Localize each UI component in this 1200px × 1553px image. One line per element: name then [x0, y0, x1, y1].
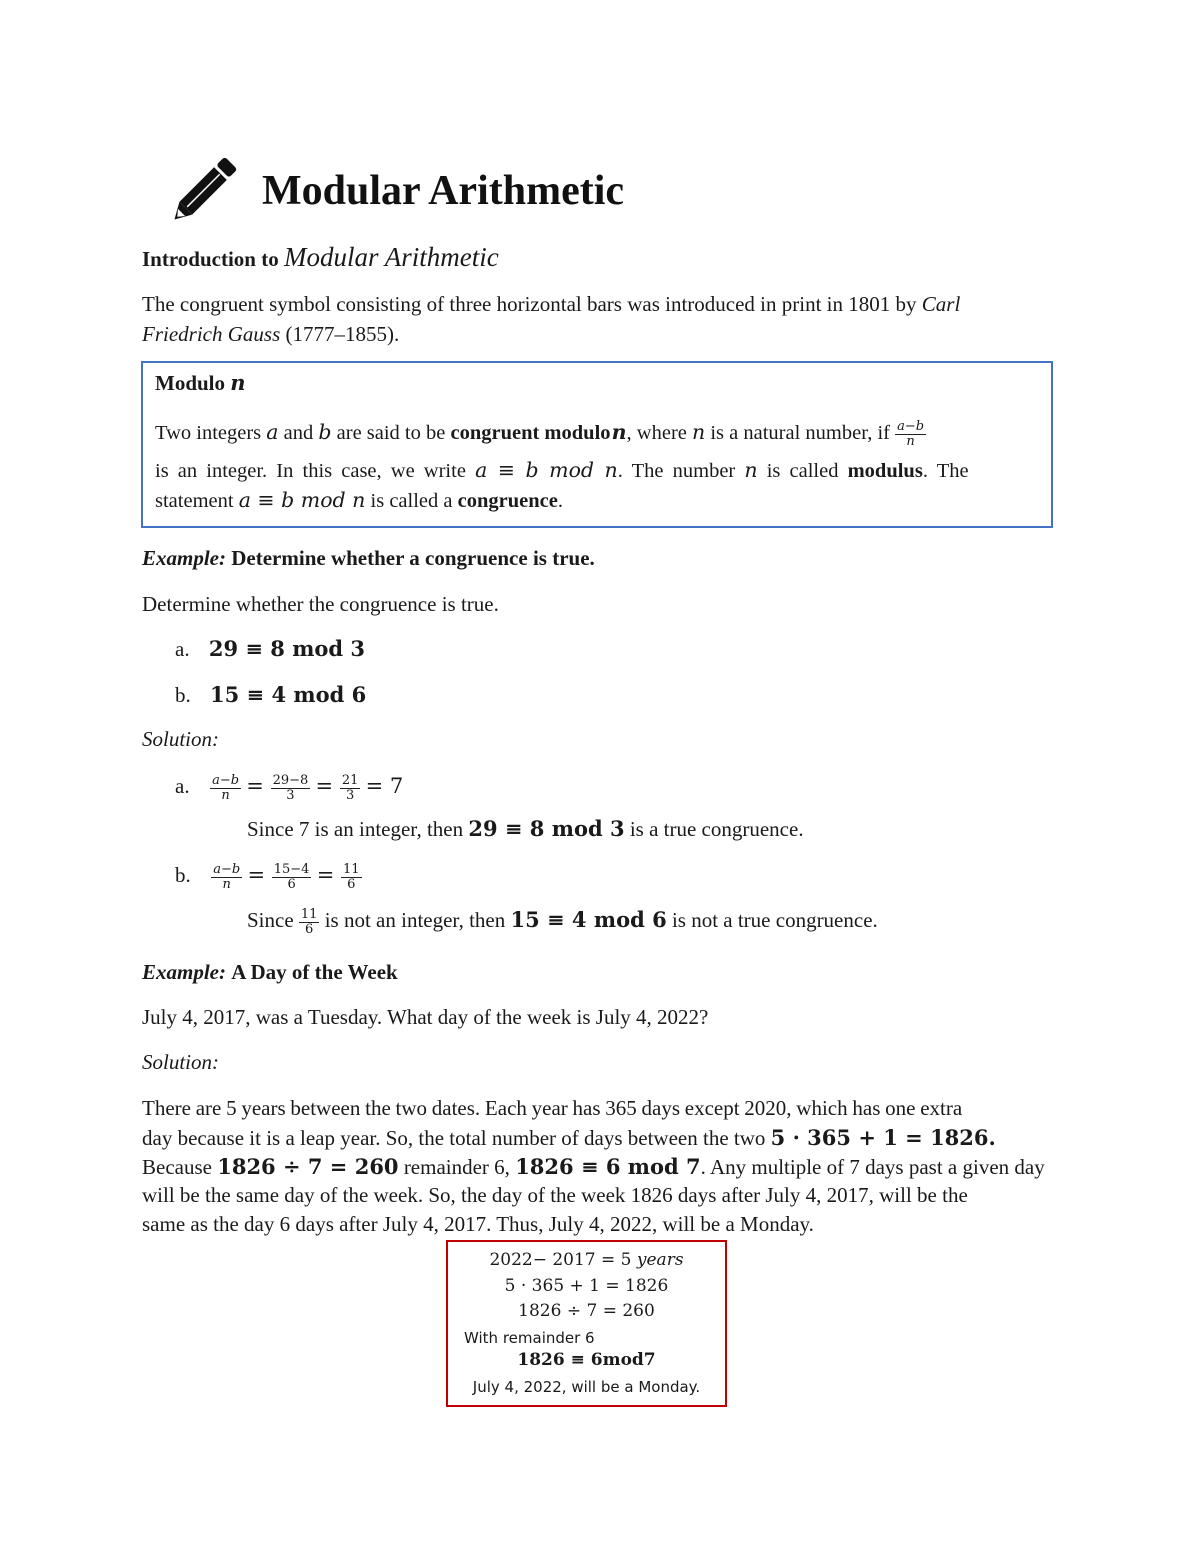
list-marker: a. — [175, 774, 190, 798]
example2-line3 — [142, 1152, 1045, 1182]
text: Since — [247, 908, 294, 932]
intro-paragraph-line1 — [142, 290, 960, 319]
text: . The number — [617, 460, 736, 482]
frac-den: n — [221, 787, 230, 803]
solution-a-text — [247, 814, 804, 844]
frac-num: 11 — [343, 861, 360, 877]
example2-line5: same as the day 6 days after July 4, 2017. Thus, July 4, 2022, will be a Monday. — [142, 1212, 814, 1236]
example-label: Example: — [142, 960, 226, 984]
summary-box — [446, 1240, 727, 1407]
frac-den: 6 — [347, 876, 356, 892]
page-title: Modular Arithmetic — [262, 168, 625, 214]
text: and — [283, 422, 314, 444]
var-n: n — [692, 420, 706, 444]
text: are said to be — [336, 422, 446, 444]
summary-line5: 1826 ≡ 6mod7 — [517, 1350, 656, 1370]
intro-name-first: Carl — [921, 292, 961, 316]
definition-line3 — [155, 486, 563, 516]
unit: years — [636, 1250, 684, 1270]
math-expr: a ≡ b mod n — [238, 488, 366, 512]
text: is called — [766, 460, 839, 482]
intro-dates: (1777–1855). — [285, 322, 400, 346]
example2-prompt: July 4, 2017, was a Tuesday. What day of the week is July 4, 2022? — [142, 1005, 709, 1029]
frac-num: 21 — [341, 772, 359, 788]
text: , where — [626, 422, 687, 444]
frac-num: 29−8 — [272, 772, 309, 788]
definition-heading — [155, 370, 246, 396]
text: is not an integer, then — [324, 908, 506, 932]
example1-item-a — [175, 634, 365, 664]
example1-heading — [142, 544, 595, 573]
frac-num: a−b — [897, 418, 925, 434]
frac-den: n — [906, 433, 915, 449]
var-n: n — [744, 458, 758, 482]
frac-den: 6 — [287, 876, 296, 892]
math-expr: 29 ≡ 8 mod 3 — [468, 816, 625, 841]
text: . — [557, 490, 563, 512]
text: is a natural number, if — [710, 422, 890, 444]
text: is a true congruence. — [629, 817, 804, 841]
list-marker: a. — [175, 637, 190, 661]
fraction-a-b-over-n — [895, 420, 926, 449]
math-expr: 15 ≡ 4 mod 6 — [210, 682, 367, 707]
summary-line2: 5 · 365 + 1 = 1826 — [504, 1276, 669, 1296]
intro-text: The congruent symbol consisting of three horizontal bars was introduced in print in 1801 by — [142, 292, 917, 316]
frac-num: 15−4 — [273, 861, 310, 877]
text: Because — [142, 1155, 212, 1179]
solution-b-text — [247, 898, 878, 942]
example-title: Determine whether a congruence is true. — [231, 546, 595, 570]
frac-den: 3 — [345, 787, 355, 803]
frac-den: 3 — [286, 787, 295, 803]
text: is an integer. In this case, we write — [155, 460, 466, 482]
summary-line1 — [448, 1250, 725, 1270]
frac-a-b-n — [211, 863, 242, 892]
frac-15-4-6 — [272, 863, 312, 892]
term-modulus: modulus — [847, 460, 923, 482]
text: remainder 6, — [403, 1155, 510, 1179]
intro-heading-italic: Modular Arithmetic — [283, 242, 499, 272]
example1-item-b — [175, 680, 366, 710]
frac-num: 11 — [300, 906, 318, 922]
result-value: 7 — [389, 774, 404, 798]
pencil-icon — [165, 145, 250, 230]
frac-den: 6 — [305, 921, 314, 937]
text: is called a — [370, 490, 453, 512]
math-expr: 15 ≡ 4 mod 6 — [510, 907, 667, 932]
example2-line2 — [142, 1123, 996, 1153]
frac-29-8-3 — [271, 774, 311, 803]
frac-num: a−b — [213, 861, 241, 877]
summary-line3: 1826 ÷ 7 = 260 — [518, 1301, 655, 1321]
definition-heading-var: n — [230, 370, 246, 395]
example2-line1: There are 5 years between the two dates. Each year has 365 days except 2020, which has one extra — [142, 1096, 963, 1120]
example-title: A Day of the Week — [231, 960, 398, 984]
example-label: Example: — [142, 546, 226, 570]
list-marker: b. — [175, 863, 191, 887]
text: Since 7 is an integer, then — [247, 817, 464, 841]
definition-line2 — [155, 456, 969, 486]
example2-solution-label: Solution: — [142, 1050, 219, 1074]
intro-heading — [142, 242, 499, 273]
var-n: n — [611, 420, 627, 444]
frac-11-6 — [341, 863, 362, 892]
text: is not a true congruence. — [671, 908, 878, 932]
example1-prompt: Determine whether the congruence is true. — [142, 592, 499, 616]
text: Two integers — [155, 422, 262, 444]
term-congruence: congruence — [457, 490, 558, 512]
example1-solution-label: Solution: — [142, 727, 219, 751]
frac-11-6-inline — [299, 908, 320, 937]
frac-num: a−b — [212, 772, 240, 788]
frac-21-3 — [340, 774, 361, 803]
intro-paragraph-line2 — [142, 320, 399, 349]
math-expr: 2022− 2017 = 5 — [489, 1250, 632, 1270]
math-expr: 1826 ≡ 6 mod 7 — [515, 1154, 701, 1179]
math-expr: 5 · 365 + 1 = 1826. — [770, 1125, 996, 1150]
frac-a-b-n — [210, 774, 241, 803]
text: statement — [155, 490, 234, 512]
solution-b-equation: b. $\frac{a-b}{n}$ = $\frac{15-4}{6}$ = $\frac{11}{6}$ — [175, 861, 360, 892]
var-a: a — [266, 420, 279, 444]
frac-den: n — [222, 876, 231, 892]
text: . Any multiple of 7 days past a given day — [700, 1155, 1045, 1179]
definition-line1 — [155, 418, 926, 449]
example2-heading — [142, 958, 398, 987]
var-b: b — [318, 420, 332, 444]
math-expr: 1826 ÷ 7 = 260 — [217, 1154, 399, 1179]
text: day because it is a leap year. So, the total number of days between the two — [142, 1126, 766, 1150]
example2-line4: will be the same day of the week. So, the day of the week 1826 days after July 4, 2017, will be the — [142, 1183, 968, 1207]
math-expr: a ≡ b mod n — [475, 458, 618, 482]
summary-line6: July 4, 2022, will be a Monday. — [472, 1378, 701, 1396]
definition-heading-text: Modulo — [155, 371, 226, 395]
list-marker: b. — [175, 683, 191, 707]
term-congruent-modulo: congruent modulo — [450, 422, 611, 444]
text: . The — [922, 460, 969, 482]
intro-heading-prefix: Introduction to — [142, 247, 279, 271]
solution-a-equation: a. $\frac{a-b}{n}$ = $\frac{29-8}{3}$ = $\frac{21}{3}$ = 7 — [175, 772, 404, 803]
intro-name-rest: Friedrich Gauss — [142, 322, 281, 346]
summary-line4: With remainder 6 — [464, 1329, 595, 1347]
math-expr: 29 ≡ 8 mod 3 — [208, 636, 366, 661]
